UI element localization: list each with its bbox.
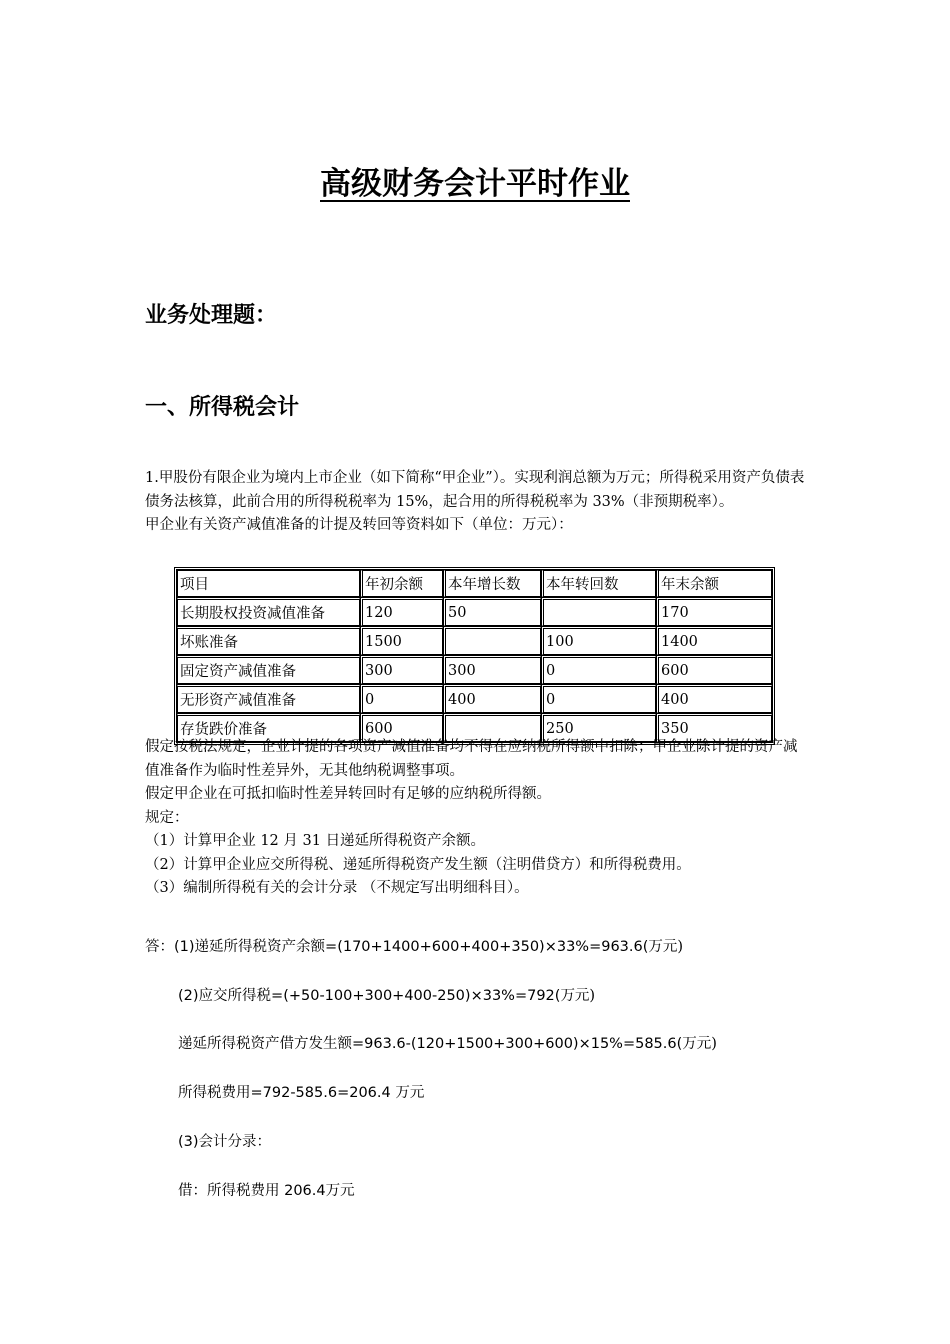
table-cell: 1400 <box>656 626 772 655</box>
table-cell: 1500 <box>360 626 443 655</box>
section-heading: 业务处理题： <box>145 303 278 328</box>
table-cell: 坏账准备 <box>177 626 360 655</box>
table-header-cell: 本年增长数 <box>443 570 541 597</box>
answer-4-formula: 所得税费用=792-585.6=206.4 <box>178 1085 391 1101</box>
table-cell: 固定资产减值准备 <box>177 655 360 684</box>
table-header-row <box>177 570 772 597</box>
answer-line-4 <box>178 1081 424 1102</box>
assumption-1: 假定按税法规定，企业计提的各项资产减值准备均不得在应纳税所得额中扣除；甲企业除计提的资产减值准备作为临时性差异外，无其他纳税调整事项。 <box>145 739 798 779</box>
answer-3-formula: 递延所得税资产借方发生额=963.6-(120+1500+300+600)×15%=585.6( <box>178 1036 683 1052</box>
table-cell: 600 <box>656 655 772 684</box>
table-header-cell: 年末余额 <box>656 570 772 597</box>
requirement-1: （1）计算甲企业 12 月 31 日递延所得税资产余额。 <box>145 833 486 849</box>
table-header-cell: 年初余额 <box>360 570 443 597</box>
table-cell: 300 <box>360 655 443 684</box>
answer-2-formula: (2)应交所得税=(+50-100+300+400-250)×33%=792( <box>178 988 561 1004</box>
table-cell: 长期股权投资减值准备 <box>177 597 360 626</box>
problem-paragraph: 1.甲股份有限企业为境内上市企业（如下简称“甲企业”）。实现利润总额为万元；所得税采用资产负债表债务法核算，此前合用的所得税税率为 15%，起合用的所得税税率为 33%（非预期税率）。 <box>145 470 805 510</box>
assumption-2: 假定甲企业在可抵扣临时性差异转回时有足够的应纳税所得额。 <box>145 786 551 802</box>
table-cell: 存货跌价准备 <box>177 713 360 742</box>
problem-statement <box>145 467 810 538</box>
answer-5-text: (3)会计分录： <box>178 1134 272 1150</box>
reserve-table <box>174 567 775 745</box>
answer-4-unit: 万元 <box>395 1085 425 1101</box>
table-cell: 600 <box>360 713 443 742</box>
table-cell: 100 <box>541 626 656 655</box>
table-row <box>177 626 772 655</box>
table-cell <box>443 626 541 655</box>
table-cell: 250 <box>541 713 656 742</box>
requirements-label: 规定： <box>145 809 189 826</box>
answer-line-6 <box>178 1179 355 1200</box>
answer-1-unit: 万元) <box>648 939 684 955</box>
table-cell: 0 <box>360 684 443 713</box>
table-header-cell: 项目 <box>177 570 360 597</box>
answer-line-2 <box>178 984 595 1005</box>
assumptions-and-requirements <box>145 736 810 901</box>
table-cell: 300 <box>443 655 541 684</box>
table-cell: 无形资产减值准备 <box>177 684 360 713</box>
answer-6-unit: 万元 <box>325 1183 355 1199</box>
table-header-cell: 本年转回数 <box>541 570 656 597</box>
table-row <box>177 597 772 626</box>
answer-6-text: 借：所得税费用 206.4 <box>178 1183 326 1199</box>
table-cell <box>541 597 656 626</box>
document-title: 高级财务会计平时作业 <box>320 166 630 202</box>
answer-line-1 <box>145 935 683 956</box>
table-cell: 0 <box>541 655 656 684</box>
answer-1-formula: (1)递延所得税资产余额=(170+1400+600+400+350)×33%=963.6( <box>174 939 649 955</box>
table-cell: 400 <box>656 684 772 713</box>
requirement-2: （2）计算甲企业应交所得税、递延所得税资产发生额（注明借贷方）和所得税费用。 <box>145 856 691 873</box>
table-row <box>177 655 772 684</box>
table-cell: 400 <box>443 684 541 713</box>
answer-line-3 <box>178 1032 717 1053</box>
table-cell: 120 <box>360 597 443 626</box>
subsection-heading: 一、所得税会计 <box>145 395 300 420</box>
answer-3-unit: 万元) <box>682 1036 717 1052</box>
answer-line-5 <box>178 1130 271 1151</box>
table-intro: 甲企业有关资产减值准备的计提及转回等资料如下（单位：万元）： <box>145 517 573 533</box>
table-row <box>177 684 772 713</box>
table-cell: 350 <box>656 713 772 742</box>
table-cell: 50 <box>443 597 541 626</box>
table-cell: 170 <box>656 597 772 626</box>
answer-label: 答： <box>145 939 174 955</box>
table-cell: 0 <box>541 684 656 713</box>
requirement-3: （3）编制所得税有关的会计分录 （不规定写出明细科目）。 <box>145 880 529 896</box>
answer-2-unit: 万元) <box>560 988 596 1004</box>
